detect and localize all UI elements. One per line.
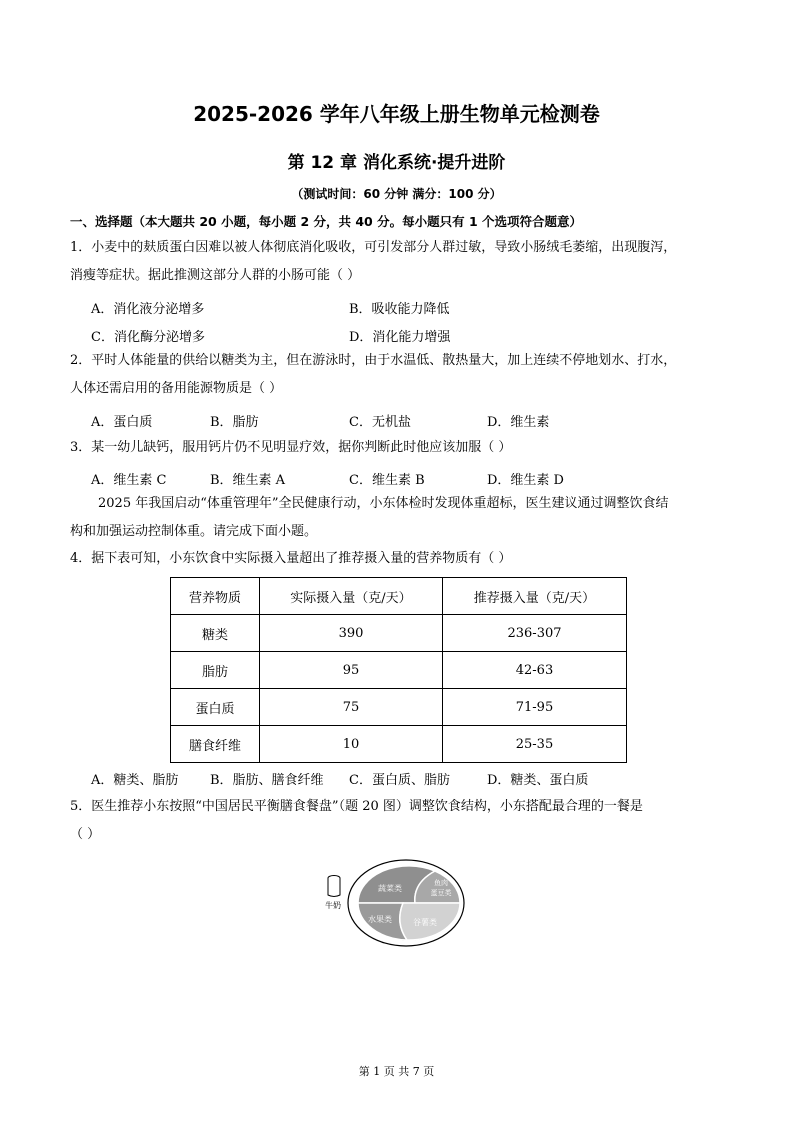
page-footer: 第 1 页 共 7 页 <box>358 1065 435 1078</box>
grain-label: 谷薯类 <box>413 918 437 927</box>
page-title: 2025-2026 学年八年级上册生物单元检测卷 <box>193 102 600 126</box>
question-1-option-d[interactable]: D．消化能力增强 <box>349 330 451 345</box>
milk-cup-icon <box>328 876 340 897</box>
question-2-line-1: 2．平时人体能量的供给以糖类为主，但在游泳时，由于水温低、散热量大，加上连续不停地划水、打水， <box>70 353 677 368</box>
question-3-option-c[interactable]: C．维生素 B <box>349 473 425 488</box>
section-heading: 一、选择题（本大题共 20 小题，每小题 2 分，共 40 分。每小题只有 1 个选项符合题意） <box>70 214 583 229</box>
table-cell: 膳食纤维 <box>171 726 260 763</box>
table-header: 实际摄入量（克/天） <box>260 578 443 615</box>
milk-label: 牛奶 <box>325 901 341 910</box>
table-cell: 236-307 <box>443 615 627 652</box>
table-cell: 95 <box>260 652 443 689</box>
balanced-diet-plate-figure <box>315 855 475 951</box>
table-cell: 390 <box>260 615 443 652</box>
vegetables-label: 蔬菜类 <box>378 884 402 893</box>
question-3-option-d[interactable]: D．维生素 D <box>487 473 564 488</box>
question-2-option-d[interactable]: D．维生素 <box>487 415 550 430</box>
question-1-option-a[interactable]: A．消化液分泌增多 <box>91 302 205 317</box>
chapter-subtitle: 第 12 章 消化系统·提升进阶 <box>287 153 506 173</box>
table-header-row <box>171 578 627 615</box>
question-4-option-c[interactable]: C．蛋白质、脂肪 <box>349 773 450 788</box>
meat-label-line-2: 蛋豆类 <box>430 889 452 897</box>
question-3-option-a[interactable]: A．维生素 C <box>91 473 167 488</box>
table-header: 推荐摄入量（克/天） <box>443 578 627 615</box>
fruit-label: 水果类 <box>368 915 392 924</box>
question-4-option-d[interactable]: D．糖类、蛋白质 <box>487 773 589 788</box>
question-5-line-1: 5．医生推荐小东按照“中国居民平衡膳食餐盘”（题 20 图）调整饮食结构，小东搭配最合理的一餐是 <box>70 799 643 814</box>
table-cell: 71-95 <box>443 689 627 726</box>
table-cell: 75 <box>260 689 443 726</box>
question-1-line-1: 1．小麦中的麸质蛋白因难以被人体彻底消化吸收，可引发部分人群过敏，导致小肠绒毛萎缩，出现腹泻， <box>70 240 677 255</box>
question-4-option-b[interactable]: B．脂肪、膳食纤维 <box>210 773 324 788</box>
question-2-option-c[interactable]: C．无机盐 <box>349 415 411 430</box>
table-row <box>171 652 627 689</box>
table-cell: 脂肪 <box>171 652 260 689</box>
question-2-option-b[interactable]: B．脂肪 <box>210 415 259 430</box>
question-3-option-b[interactable]: B．维生素 A <box>210 473 286 488</box>
question-3-line-1: 3．某一幼儿缺钙，服用钙片仍不见明显疗效，据你判断此时他应该加服（ ） <box>70 440 512 455</box>
nutrition-table <box>170 577 627 763</box>
table-header: 营养物质 <box>171 578 260 615</box>
passage-line-2: 构和加强运动控制体重。请完成下面小题。 <box>70 524 318 539</box>
question-4-option-a[interactable]: A．糖类、脂肪 <box>91 773 179 788</box>
table-cell: 糖类 <box>171 615 260 652</box>
question-5-line-2: （ ） <box>70 827 101 842</box>
question-1-option-c[interactable]: C．消化酶分泌增多 <box>91 330 205 345</box>
question-2-line-2: 人体还需启用的备用能源物质是（ ） <box>70 381 283 396</box>
table-cell: 42-63 <box>443 652 627 689</box>
question-4-line-1: 4．据下表可知，小东饮食中实际摄入量超出了推荐摄入量的营养物质有（ ） <box>70 551 512 566</box>
table-cell: 10 <box>260 726 443 763</box>
table-row <box>171 689 627 726</box>
table-cell: 25-35 <box>443 726 627 763</box>
table-cell: 蛋白质 <box>171 689 260 726</box>
question-1-line-2: 消瘦等症状。据此推测这部分人群的小肠可能（ ） <box>70 268 361 283</box>
table-row <box>171 726 627 763</box>
question-2-option-a[interactable]: A．蛋白质 <box>91 415 153 430</box>
passage-line-1: 2025 年我国启动“体重管理年”全民健康行动，小东体检时发现体重超标，医生建议通过调整饮食结 <box>98 496 669 511</box>
table-row <box>171 615 627 652</box>
exam-meta: （测试时间：60 分钟 满分：100 分） <box>291 187 502 201</box>
question-1-option-b[interactable]: B．吸收能力降低 <box>349 302 450 317</box>
meat-label-line-1: 鱼肉 <box>434 879 448 887</box>
